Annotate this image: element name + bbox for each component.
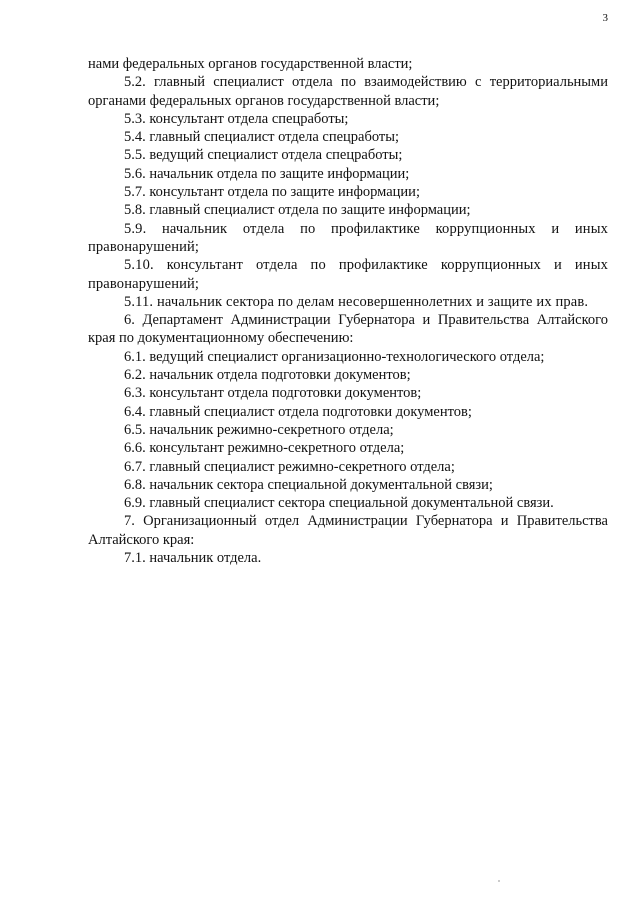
page-number: 3 [602,12,608,24]
list-item: 6.7. главный специалист режимно-секретного отдела; [124,458,455,475]
list-item: 5.6. начальник отдела по защите информации; [124,165,410,182]
list-item: 5.5. ведущий специалист отдела спецработы; [124,147,403,164]
list-item: 5.10. консультант отдела по профилактике коррупционных и иных правонарушений; [88,257,608,292]
list-item: 6.1. ведущий специалист организационно-технологического отдела; [124,348,545,365]
list-item: 5.9. начальник отдела по профилактике коррупционных и иных правонарушений; [88,220,608,255]
list-item: 7.1. начальник отдела. [124,550,262,567]
list-item: 6.5. начальник режимно-секретного отдела; [124,421,394,438]
list-item: нами федеральных органов государственной власти; [88,56,413,72]
list-item: 6.8. начальник сектора специальной документальной связи; [124,476,493,493]
list-item: 6.6. консультант режимно-секретного отдела; [124,440,405,457]
scan-speck [498,880,500,882]
list-item: 5.7. консультант отдела по защите информации; [124,184,420,201]
list-item: 6.3. консультант отдела подготовки документов; [124,385,422,402]
section-heading: 6. Департамент Администрации Губернатора и Правительства Алтайского края по документационному обеспечению: [88,312,608,347]
list-item: 5.4. главный специалист отдела спецработы; [124,129,400,146]
list-item: 5.3. консультант отдела спецработы; [124,110,349,127]
section-heading: 7. Организационный отдел Администрации Губернатора и Правительства Алтайского края: [88,513,608,548]
list-item: 6.4. главный специалист отдела подготовки документов; [124,403,472,420]
document-body [88,55,608,567]
list-item: 6.2. начальник отдела подготовки документов; [124,367,411,384]
list-item: 6.9. главный специалист сектора специальной документальной связи. [124,495,554,512]
list-item: 5.2. главный специалист отдела по взаимодействию с территориальными органами федеральных органов государственной власти; [88,74,608,109]
list-item: 5.8. главный специалист отдела по защите информации; [124,202,471,219]
list-item: 5.11. начальник сектора по делам несовершеннолетних и защите их прав. [124,293,589,310]
